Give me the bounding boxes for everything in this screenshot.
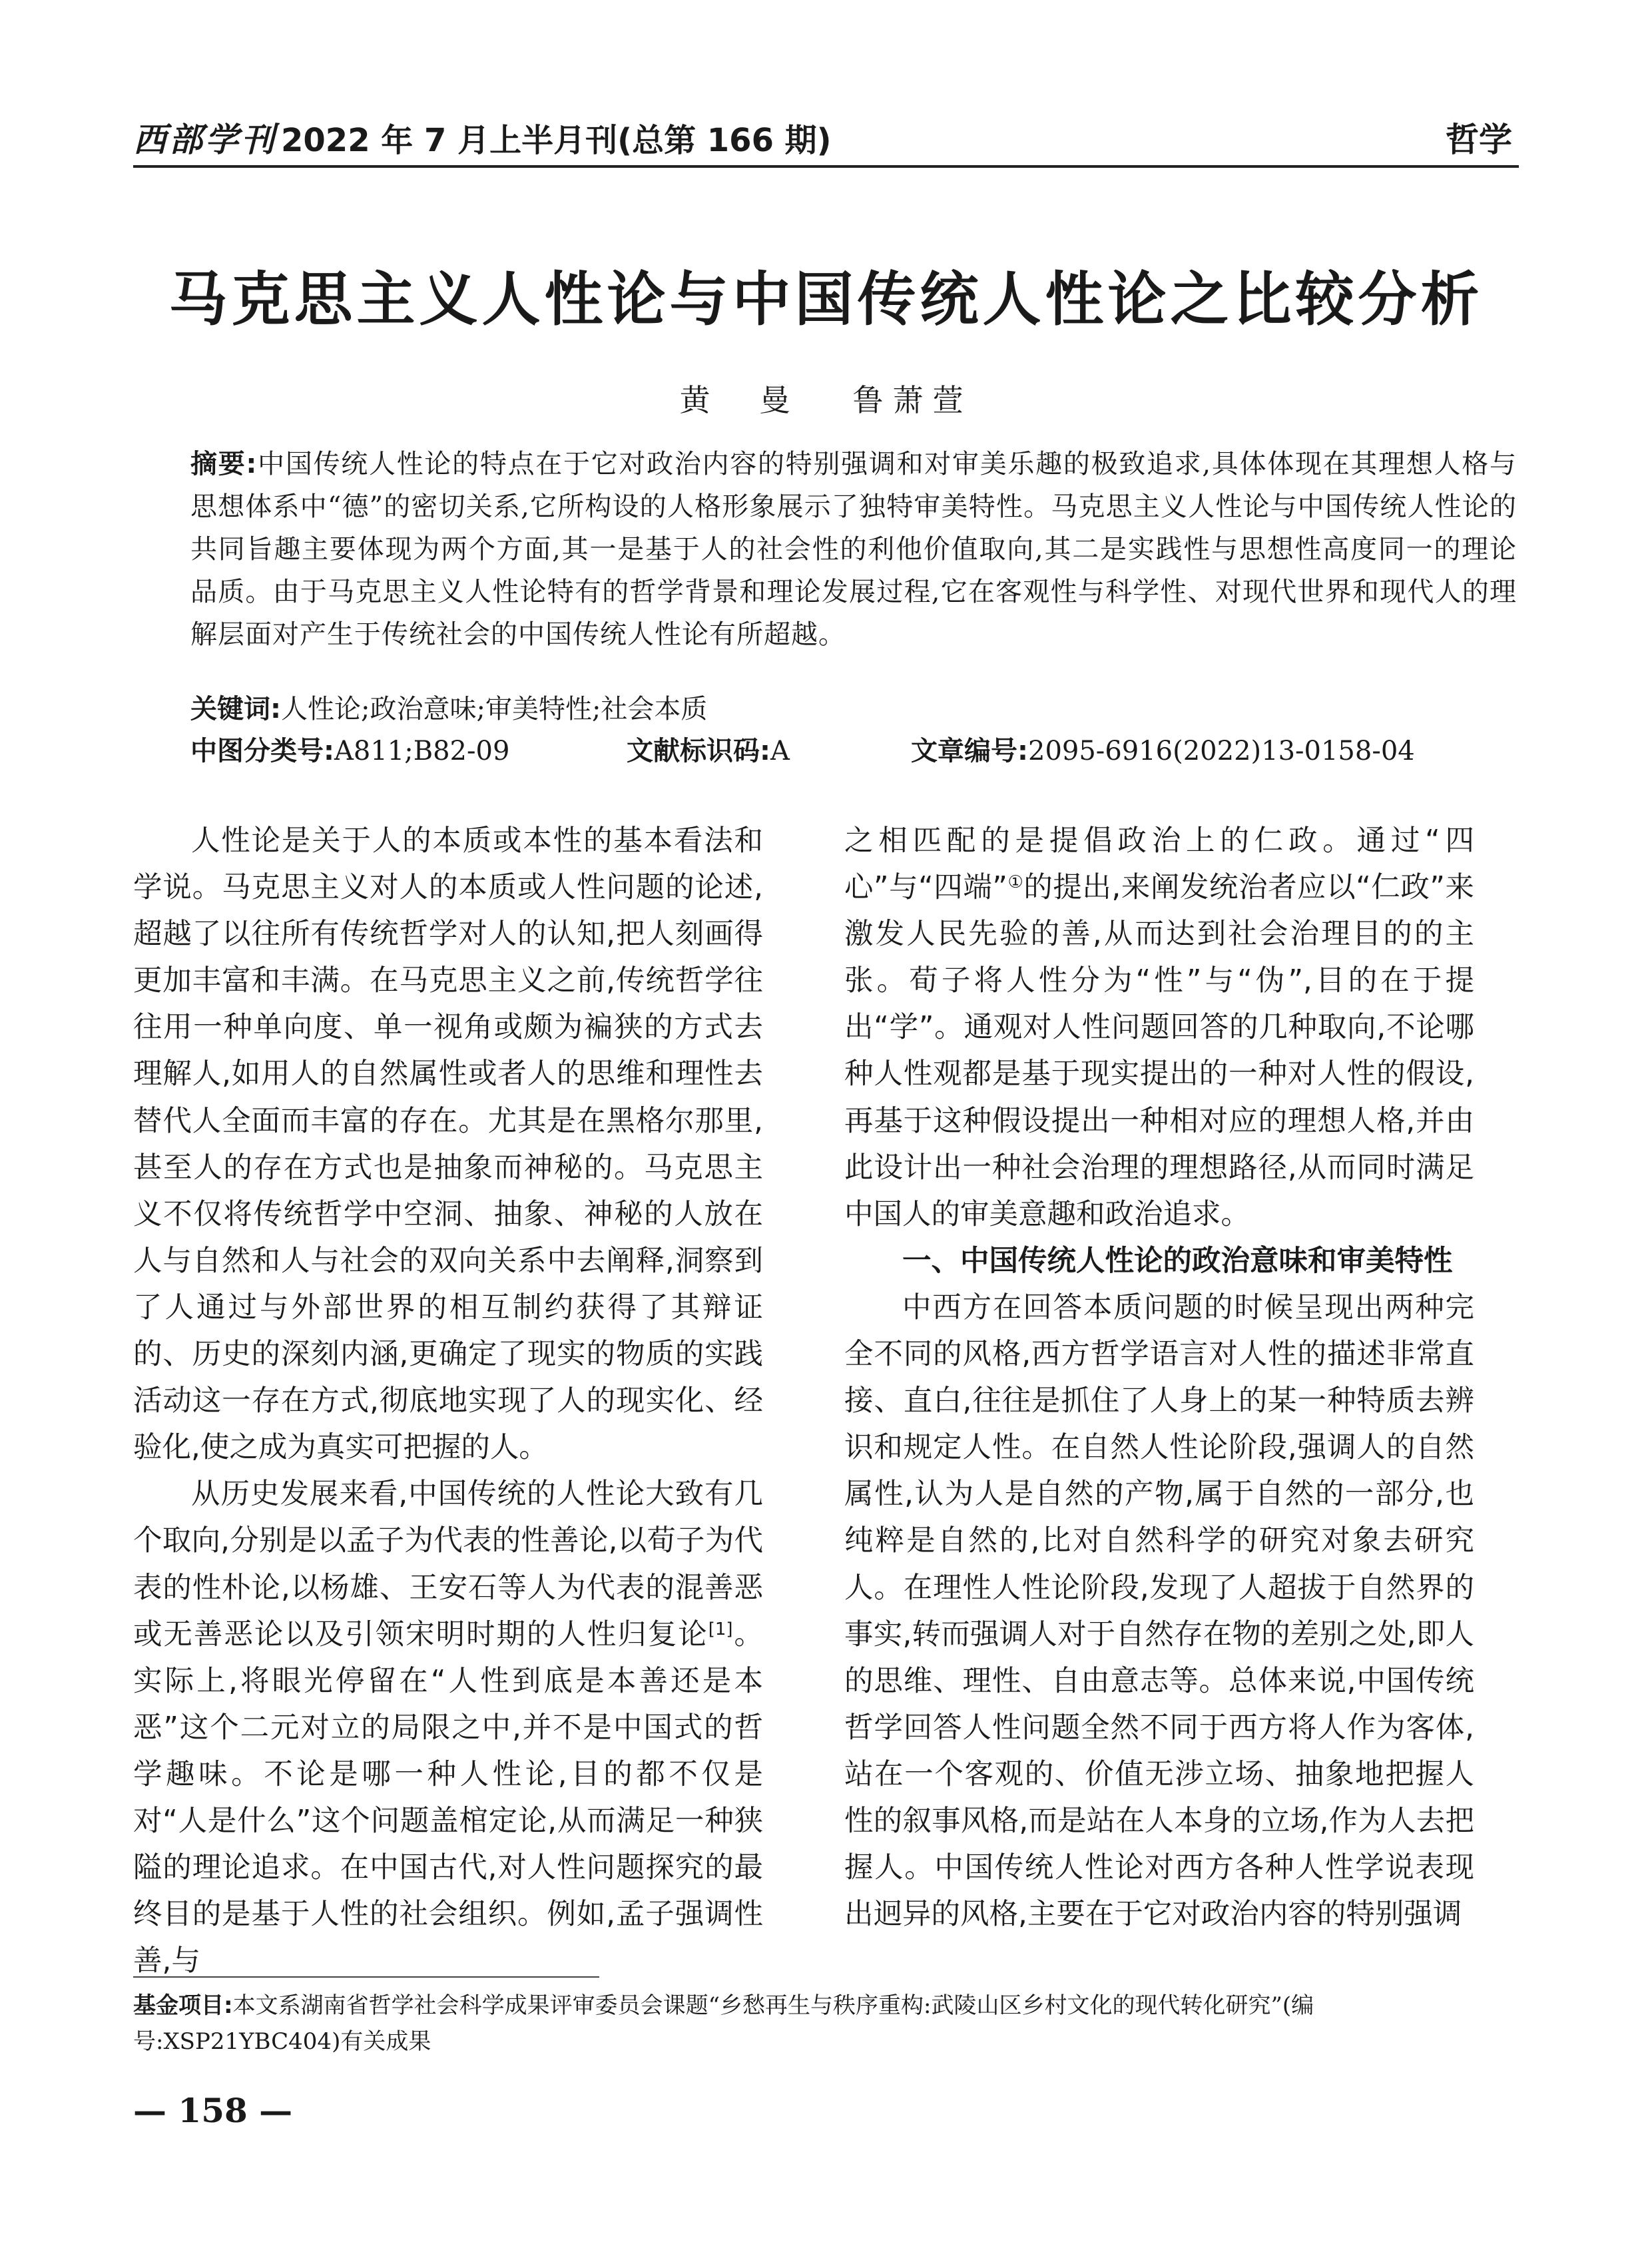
abstract-text: 中国传统人性论的特点在于它对政治内容的特别强调和对审美乐趣的极致追求,具体体现在其理想人格与思想体系中“德”的密切关系,它所构设的人格形象展示了独特审美特性。马克思主义人性论与中国传统人性论的共同旨趣主要体现为两个方面,其一是基于人的社会性的利他价值取向,其二是实践性与思想性高度同一的理论品质。由于马克思主义人性论特有的哲学背景和理论发展过程,它在客观性与科学性、对现代世界和现代人的理解层面对产生于传统社会的中国传统人性论有所超越。	[190, 449, 1517, 650]
paragraph-2c-text-a: 之相匹配的是提倡政治上的仁政。通过“四心”与“四端”	[844, 824, 1474, 905]
clc	[190, 736, 509, 766]
paragraph-2-text-b: 。实际上,将眼光停留在“人性到底是本善还是本恶”这个二元对立的局限之中,并不是中国式的哲学趣味。不论是哪一种人性论,目的都不仅是对“人是什么”这个问题盖棺定论,从而满足一种狭隘的理论追求。在中国古代,对人性问题探究的最终目的是基于人性的社会组织。例如,孟子强调性善,与	[133, 1617, 764, 1978]
paragraph-2	[133, 1471, 763, 1984]
paragraph-2c-text-b: 的提出,来阐发统治者应以“仁政”来激发人民先验的善,从而达到社会治理目的的主张。荀子将人性分为“性”与“伪”,目的在于提出“学”。通观对人性问题回答的几种取向,不论哪种人性观都是基于现实提出的一种对人性的假设,再基于这种假设提出一种相对应的理想人格,并由此设计出一种社会治理的理想路径,从而同时满足中国人的审美意趣和政治追求。	[844, 871, 1474, 1231]
footnote-rule	[133, 1976, 599, 1978]
paragraph-3: 中西方在回答本质问题的时候呈现出两种完全不同的风格,西方哲学语言对人性的描述非常直接、直白,往往是抓住了人身上的某一种特质去辨识和规定人性。在自然人性论阶段,强调人的自然属性,认为人是自然的产物,属于自然的一部分,也纯粹是自然的,比对自然科学的研究对象去研究人。在理性人性论阶段,发现了人超拔于自然界的事实,转而强调人对于自然存在物的差别之处,即人的思维、理性、自由意志等。总体来说,中国传统哲学回答人性问题全然不同于西方将人作为客体,站在一个客观的、价值无涉立场、抽象地把握人性的叙事风格,而是站在人本身的立场,作为人去把握人。中国传统人性论对西方各种人性学说表现出迥异的风格,主要在于它对政治内容的特别强调	[844, 1290, 1474, 1932]
keywords-label: 关键词:	[190, 694, 281, 724]
clc-value: A811;B82-09	[334, 736, 510, 766]
authors	[133, 376, 1519, 420]
keywords	[190, 688, 707, 730]
author-2: 鲁萧萱	[852, 382, 973, 418]
funding-text: 本文系湖南省哲学社会科学成果评审委员会课题“乡愁再生与秩序重构:武陵山区乡村文化的现代转化研究”(编号:XSP21YBC404)有关成果	[133, 1992, 1314, 2055]
funding-note	[133, 1988, 1519, 2060]
article-no-label: 文章编号:	[911, 736, 1028, 766]
doc-code-value: A	[770, 736, 790, 766]
doc-code-label: 文献标识码:	[627, 736, 770, 766]
journal-logo: 西部学刊	[133, 120, 277, 159]
header-rule	[133, 165, 1519, 168]
clc-label: 中图分类号:	[190, 736, 334, 766]
section-heading-1: 一、中国传统人性论的政治意味和审美特性	[902, 1244, 1453, 1278]
doc-code	[627, 730, 790, 772]
keywords-text: 人性论;政治意味;审美特性;社会本质	[281, 694, 708, 724]
body-column-right	[844, 818, 1474, 1938]
article-no	[911, 730, 1415, 772]
body-column-left	[133, 818, 763, 1984]
paragraph-2-continued	[844, 818, 1474, 1238]
author-1: 黄 曼	[679, 382, 800, 418]
running-header	[133, 113, 832, 161]
abstract	[190, 443, 1517, 656]
classification-row	[190, 730, 1517, 772]
note-marker: ①	[1007, 872, 1024, 893]
citation-ref: [1]	[708, 1619, 733, 1639]
section-label: 哲学	[1446, 121, 1512, 159]
paragraph-1: 人性论是关于人的本质或本性的基本看法和学说。马克思主义对人的本质或人性问题的论述,超越了以往所有传统哲学对人的认知,把人刻画得更加丰富和丰满。在马克思主义之前,传统哲学往往用一种单向度、单一视角或颇为褊狭的方式去理解人,如用人的自然属性或者人的思维和理性去替代人全面而丰富的存在。尤其是在黑格尔那里,甚至人的存在方式也是抽象而神秘的。马克思主义不仅将传统哲学中空洞、抽象、神秘的人放在人与自然和人与社会的双向关系中去阐释,洞察到了人通过与外部世界的相互制约获得了其辩证的、历史的深刻内涵,更确定了现实的物质的实践活动这一存在方式,彻底地实现了人的现实化、经验化,使之成为真实可把握的人。	[133, 824, 763, 1465]
abstract-label: 摘要:	[190, 449, 258, 479]
page-number: — 158 —	[133, 2091, 293, 2130]
paragraph-2-text-a: 从历史发展来看,中国传统的人性论大致有几个取向,分别是以孟子为代表的性善论,以荀子为代表的性朴论,以杨雄、王安石等人为代表的混善恶或无善恶论以及引领宋明时期的人性归复论	[133, 1478, 763, 1651]
funding-label: 基金项目:	[133, 1992, 233, 2019]
issue-info: 2022 年 7 月上半月刊(总第 166 期)	[281, 122, 832, 159]
article-title: 马克思主义人性论与中国传统人性论之比较分析	[168, 264, 1484, 334]
article-no-value: 2095-6916(2022)13-0158-04	[1028, 736, 1415, 766]
